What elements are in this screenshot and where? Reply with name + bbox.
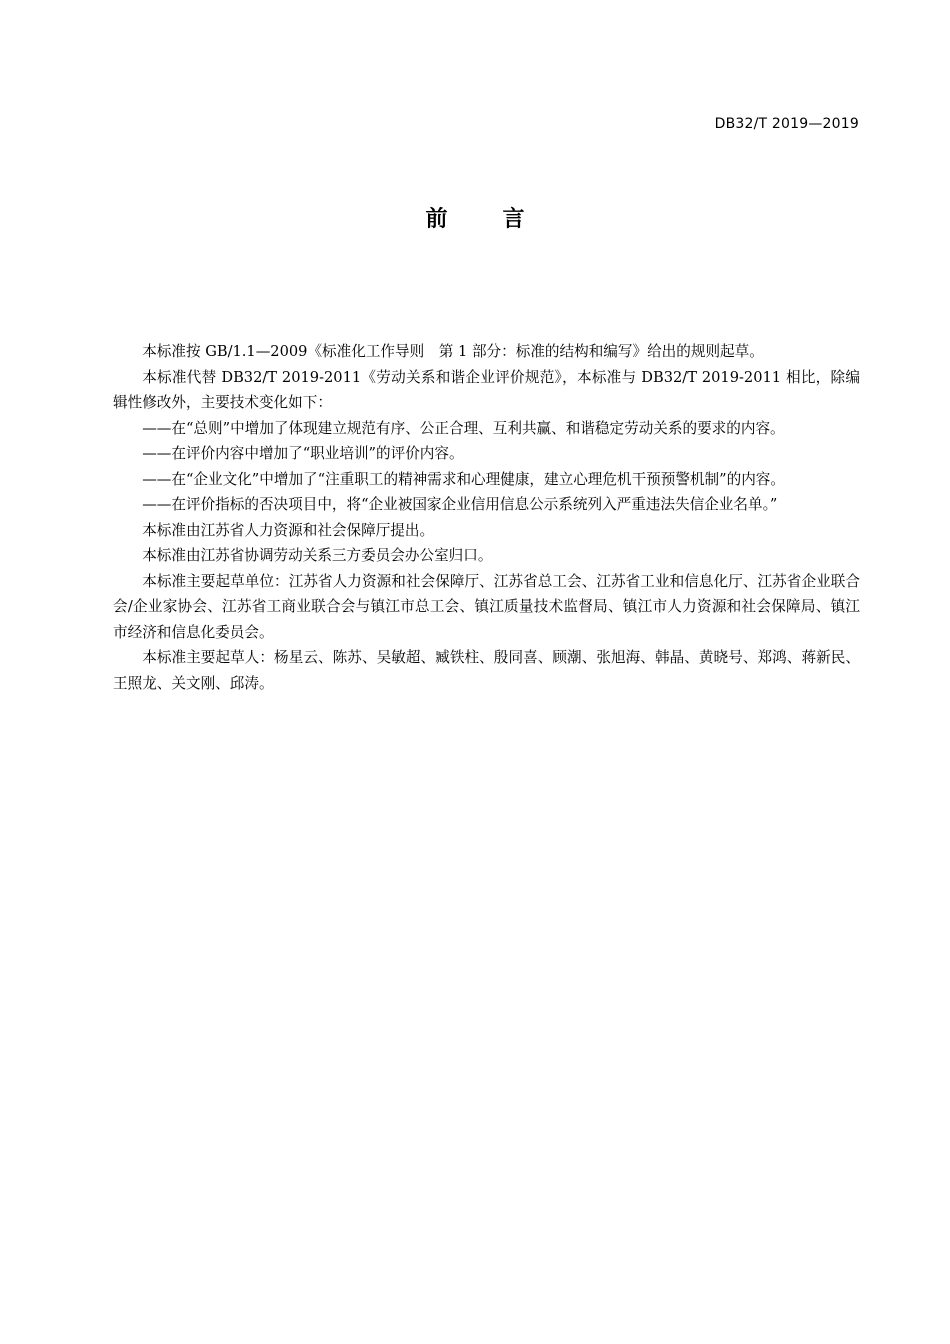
paragraph-change-training: ——在评价内容中增加了“职业培训”的评价内容。	[142, 445, 464, 462]
paragraph-replacement: 本标准代替 DB32/T 2019-2011《劳动关系和谐企业评价规范》，本标准与 DB32/T 2019-2011 相比，除编辑性修改外，主要技术变化如下：	[113, 368, 860, 411]
document-code: DB32/T 2019—2019	[714, 116, 859, 132]
foreword-body	[113, 339, 860, 696]
paragraph-proposer: 本标准由江苏省人力资源和社会保障厅提出。	[142, 521, 435, 539]
paragraph-change-general: ——在“总则”中增加了体现建立规范有序、公正合理、互利共赢、和谐稳定劳动关系的要求的内容。	[142, 419, 785, 437]
paragraph-administrator: 本标准由江苏省协调劳动关系三方委员会办公室归口。	[142, 547, 493, 564]
paragraph-drafting-units: 本标准主要起草单位：江苏省人力资源和社会保障厅、江苏省总工会、江苏省工业和信息化厅、江苏省企业联合会/企业家协会、江苏省工商业联合会与镇江市总工会、镇江质量技术监督局、镇江市人力资源和社会保障局、镇江市经济和信息化委员会。	[113, 572, 860, 641]
page-title: 前言	[425, 207, 580, 232]
paragraph-drafters: 本标准主要起草人：杨星云、陈苏、吴敏超、臧铁柱、殷同喜、顾潮、张旭海、韩晶、黄晓号、郑鸿、蒋新民、王照龙、关文刚、邱涛。	[113, 649, 860, 692]
paragraph-change-culture: ——在“企业文化”中增加了“注重职工的精神需求和心理健康，建立心理危机干预预警机制”的内容。	[142, 470, 785, 488]
paragraph-drafting-rules: 本标准按 GB/1.1—2009《标准化工作导则 第 1 部分：标准的结构和编写》给出的规则起草。	[142, 343, 764, 360]
paragraph-change-veto: ——在评价指标的否决项目中，将“企业被国家企业信用信息公示系统列入严重违法失信企业名单。”	[142, 496, 778, 513]
